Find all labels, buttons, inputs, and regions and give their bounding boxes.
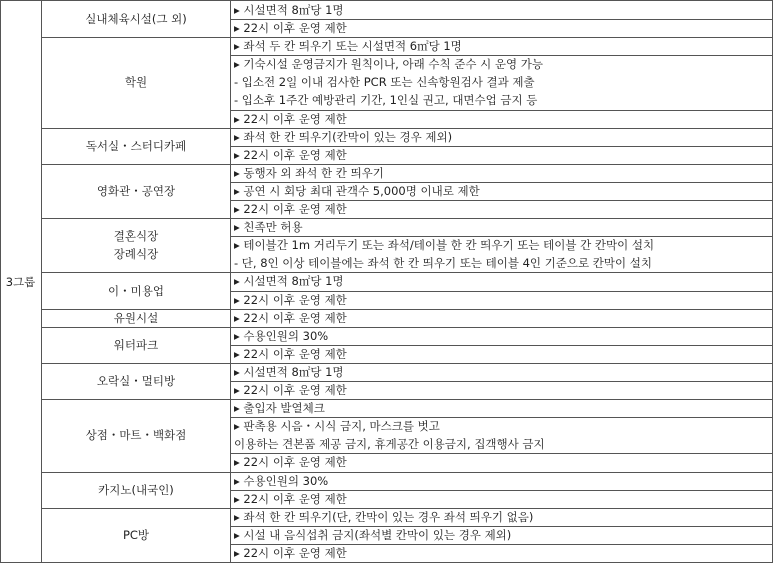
facility-name: 결혼식장: [113, 229, 159, 244]
facility-name-cell: [42, 309, 230, 327]
facility-name: 카지노(내국인): [98, 482, 174, 497]
rule-cell: [231, 164, 772, 182]
facility-name-cell: [42, 363, 230, 399]
rule-cell: [231, 110, 772, 128]
facility-name-cell: [42, 218, 230, 272]
facility-name: 학원: [124, 75, 148, 90]
rule-cell: [231, 544, 772, 562]
rule-cell: [231, 327, 772, 345]
rule-text: 이용하는 견본품 제공 금지, 휴게공간 이용금지, 집객행사 금지: [234, 437, 545, 452]
rule-cell: [231, 272, 772, 290]
facility-name-cell: [42, 508, 230, 562]
rule-cell: [231, 291, 772, 309]
rule-text: ▸ 동행자 외 좌석 한 칸 띄우기: [234, 165, 384, 180]
rule-text: ▸ 22시 이후 운영 제한: [234, 455, 347, 470]
rule-text: ▸ 22시 이후 운영 제한: [234, 545, 347, 560]
rule-text: ▸ 수용인원의 30%: [234, 473, 329, 488]
facility-name: 상점・마트・백화점: [85, 428, 187, 443]
rule-cell: [231, 37, 772, 55]
rule-text: ▸ 시설면적 8㎡당 1명: [234, 3, 344, 18]
rule-text: ▸ 출입자 발열체크: [234, 401, 325, 416]
facility-name: 워터파크: [113, 337, 159, 352]
rule-cell: [231, 182, 772, 200]
facility-name-cell: [42, 472, 230, 508]
facility-name-cell: [42, 327, 230, 363]
rule-text: - 입소후 1주간 예방관리 기간, 1인실 권고, 대면수업 금지 등: [234, 93, 538, 108]
rule-text: ▸ 좌석 두 칸 띄우기 또는 시설면적 6㎡당 1명: [234, 39, 462, 54]
rule-cell: [231, 200, 772, 218]
rule-cell: [231, 1, 772, 19]
rule-text: ▸ 좌석 한 칸 띄우기(단, 칸막이 있는 경우 좌석 띄우기 없음): [234, 509, 534, 524]
facility-name: 영화관・공연장: [96, 184, 176, 198]
rule-cell: [231, 417, 772, 453]
rule-cell: [231, 490, 772, 508]
rule-cell: [231, 128, 772, 146]
facility-name: PC방: [122, 527, 150, 542]
rule-text: ▸ 시설면적 8㎡당 1명: [234, 274, 344, 289]
rule-text: ▸ 22시 이후 운영 제한: [234, 310, 347, 325]
rule-text: ▸ 22시 이후 운영 제한: [234, 346, 347, 361]
rule-text: ▸ 22시 이후 운영 제한: [234, 292, 347, 307]
rule-cell: [231, 381, 772, 399]
rule-text: ▸ 22시 이후 운영 제한: [234, 383, 347, 398]
rule-text: ▸ 수용인원의 30%: [234, 328, 329, 343]
rule-cell: [231, 363, 772, 381]
facility-name: 이・미용업: [108, 283, 164, 298]
rule-text: ▸ 시설면적 8㎡당 1명: [234, 364, 344, 379]
rule-text: ▸ 22시 이후 운영 제한: [234, 21, 347, 36]
rule-cell: [231, 218, 772, 236]
rule-text: ▸ 기숙시설 운영금지가 원칙이나, 아래 수칙 준수 시 운영 가능: [234, 57, 543, 72]
rule-cell: [231, 472, 772, 490]
facility-name-cell: [42, 1, 230, 37]
rule-text: ▸ 22시 이후 운영 제한: [234, 111, 347, 126]
facility-name-cell: [42, 399, 230, 471]
rule-cell: [231, 508, 772, 526]
facility-name: 유원시설: [113, 310, 159, 325]
rule-cell: [231, 309, 772, 327]
rule-text: ▸ 판촉용 시음・시식 금지, 마스크를 벗고: [234, 419, 440, 434]
group-label: 3그룹: [5, 274, 36, 289]
rule-cell: [231, 345, 772, 363]
facility-name: 장례식장: [113, 247, 159, 262]
rule-text: - 단, 8인 이상 테이블에는 좌석 한 칸 띄우기 또는 테이블 4인 기준으로 칸막이 설치: [234, 256, 652, 271]
rule-cell: [231, 453, 772, 471]
facility-name-cell: [42, 128, 230, 164]
rule-cell: [231, 399, 772, 417]
rule-cell: [231, 236, 772, 272]
rule-text: ▸ 22시 이후 운영 제한: [234, 147, 347, 162]
rule-text: ▸ 공연 시 회당 최대 관객수 5,000명 이내로 제한: [234, 184, 480, 198]
rule-cell: [231, 55, 772, 109]
rule-text: ▸ 좌석 한 칸 띄우기(칸막이 있는 경우 제외): [234, 129, 453, 144]
rule-cell: [231, 19, 772, 37]
rule-text: ▸ 시설 내 음식섭취 금지(좌석별 칸막이 있는 경우 제외): [234, 527, 512, 542]
rule-cell: [231, 526, 772, 544]
facility-name: 독서실・스터디카페: [85, 138, 187, 153]
facility-name: 오락실・멀티방: [96, 374, 176, 389]
facility-name: 실내체육시설(그 외): [85, 12, 187, 27]
group-cell: [0, 0, 41, 563]
facility-name-cell: [42, 37, 230, 127]
border-left: [0, 0, 1, 563]
facility-name-cell: [42, 164, 230, 218]
rule-text: - 입소전 2일 이내 검사한 PCR 또는 신속항원검사 결과 제출: [234, 75, 535, 90]
rule-text: ▸ 친족만 허용: [234, 220, 303, 235]
rule-text: ▸ 22시 이후 운영 제한: [234, 491, 347, 506]
rule-text: ▸ 22시 이후 운영 제한: [234, 202, 347, 217]
rule-text: ▸ 테이블간 1m 거리두기 또는 좌석/테이블 한 칸 띄우기 또는 테이블 간 칸막이 설치: [234, 238, 655, 253]
facility-name-cell: [42, 272, 230, 308]
rule-cell: [231, 146, 772, 164]
